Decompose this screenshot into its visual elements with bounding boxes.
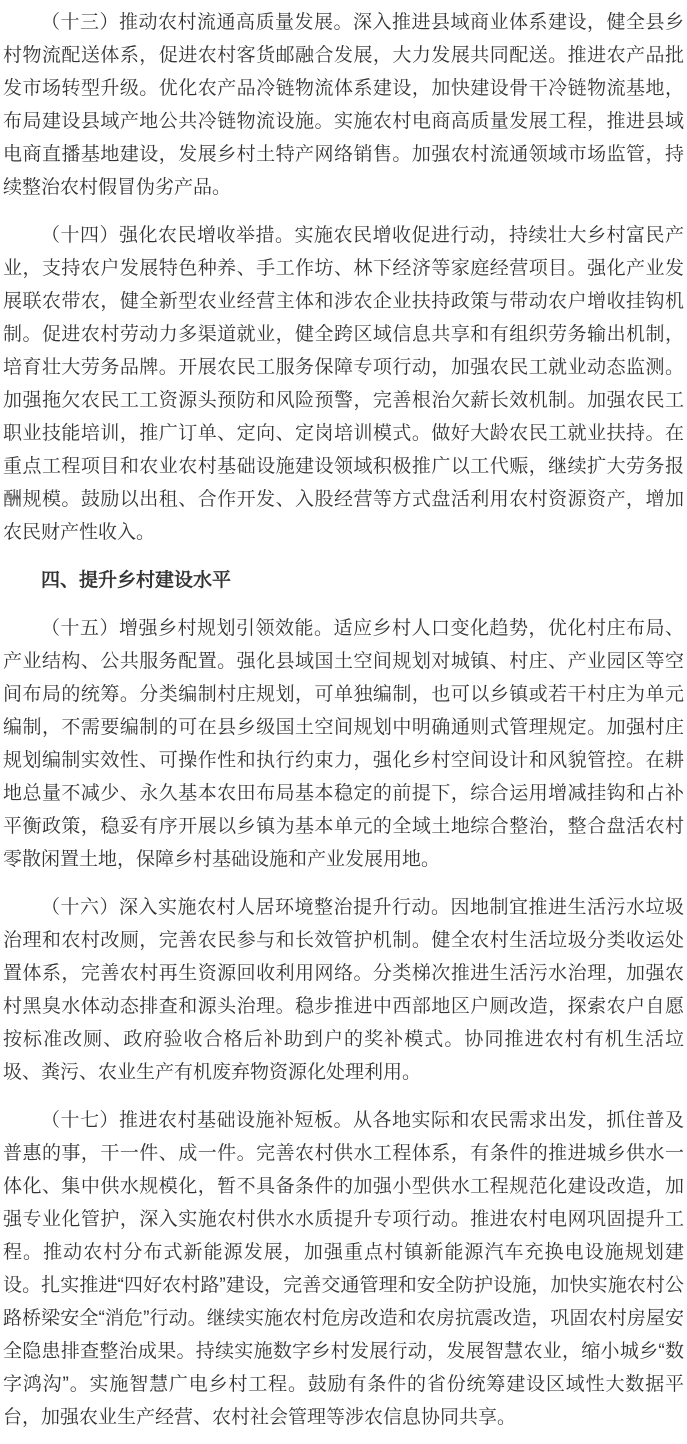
paragraph-item-15: （十五）增强乡村规划引领效能。适应乡村人口变化趋势，优化村庄布局、产业结构、公共服务配置。强化县域国土空间规划对城镇、村庄、产业园区等空间布局的统筹。分类编制村庄规划，可单独编制，也可以乡镇或若干村庄为单元编制，不需要编制的可在县乡级国土空间规划中明确通则式管理规定。加强村庄规划编制实效性、可操作性和执行约束力，强化乡村空间设计和风貌管控。在耕地总量不减少、永久基本农田布局基本稳定的前提下，综合运用增减挂钩和占补平衡政策，稳妥有序开展以乡镇为基本单元的全域土地综合整治，整合盘活农村零散闲置土地，保障乡村基础设施和产业发展用地。 [3,618,684,870]
paragraph-item-13: （十三）推动农村流通高质量发展。深入推进县域商业体系建设，健全县乡村物流配送体系，促进农村客货邮融合发展，大力发展共同配送。推进农产品批发市场转型升级。优化农产品冷链物流体系建设，加快建设骨干冷链物流基地，布局建设县域产地公共冷链物流设施。实施农村电商高质量发展工程，推进县域电商直播基地建设，发展乡村土特产网络销售。加强农村流通领域市场监管，持续整治农村假冒伪劣产品。 [3,12,684,198]
section-heading-4: 四、提升乡村建设水平 [41,570,232,591]
paragraph-item-17: （十七）推进农村基础设施补短板。从各地实际和农民需求出发，抓住普及普惠的事，干一件、成一件。完善农村供水工程体系，有条件的推进城乡供水一体化、集中供水规模化，暂不具备条件的加强小型供水工程规范化建设改造，加强专业化管护，深入实施农村供水水质提升专项行动。推进农村电网巩固提升工程。推动农村分布式新能源发展，加强重点村镇新能源汽车充换电设施规划建设。扎实推进“四好农村路”建设，完善交通管理和安全防护设施，加快实施农村公路桥梁安全“消危”行动。继续实施农村危房改造和农房抗震改造，巩固农村房屋安全隐患排查整治成果。持续实施数字乡村发展行动，发展智慧农业，缩小城乡“数字鸿沟”。实施智慧广电乡村工程。鼓励有条件的省份统筹建设区域性大数据平台，加强农业生产经营、农村社会管理等涉农信息协同共享。 [3,1110,684,1428]
paragraph-item-14: （十四）强化农民增收举措。实施农民增收促进行动，持续壮大乡村富民产业，支持农户发展特色种养、手工作坊、林下经济等家庭经营项目。强化产业发展联农带农，健全新型农业经营主体和涉农企业扶持政策与带动农户增收挂钩机制。促进农村劳动力多渠道就业，健全跨区域信息共享和有组织劳务输出机制，培育壮大劳务品牌。开展农民工服务保障专项行动，加强农民工就业动态监测。加强拖欠农民工工资源头预防和风险预警，完善根治欠薪长效机制。加强农民工职业技能培训，推广订单、定向、定岗培训模式。做好大龄农民工就业扶持。在重点工程项目和农业农村基础设施建设领域积极推广以工代赈，继续扩大劳务报酬规模。鼓励以出租、合作开发、入股经营等方式盘活利用农村资源资产，增加农民财产性收入。 [3,225,684,543]
paragraph-item-16: （十六）深入实施农村人居环境整治提升行动。因地制宜推进生活污水垃圾治理和农村改厕，完善农民参与和长效管护机制。健全农村生活垃圾分类收运处置体系，完善农村再生资源回收利用网络。分类梯次推进生活污水治理，加强农村黑臭水体动态排查和源头治理。稳步推进中西部地区户厕改造，探索农户自愿按标准改厕、政府验收合格后补助到户的奖补模式。协同推进农村有机生活垃圾、粪污、农业生产有机废弃物资源化处理利用。 [3,897,684,1083]
